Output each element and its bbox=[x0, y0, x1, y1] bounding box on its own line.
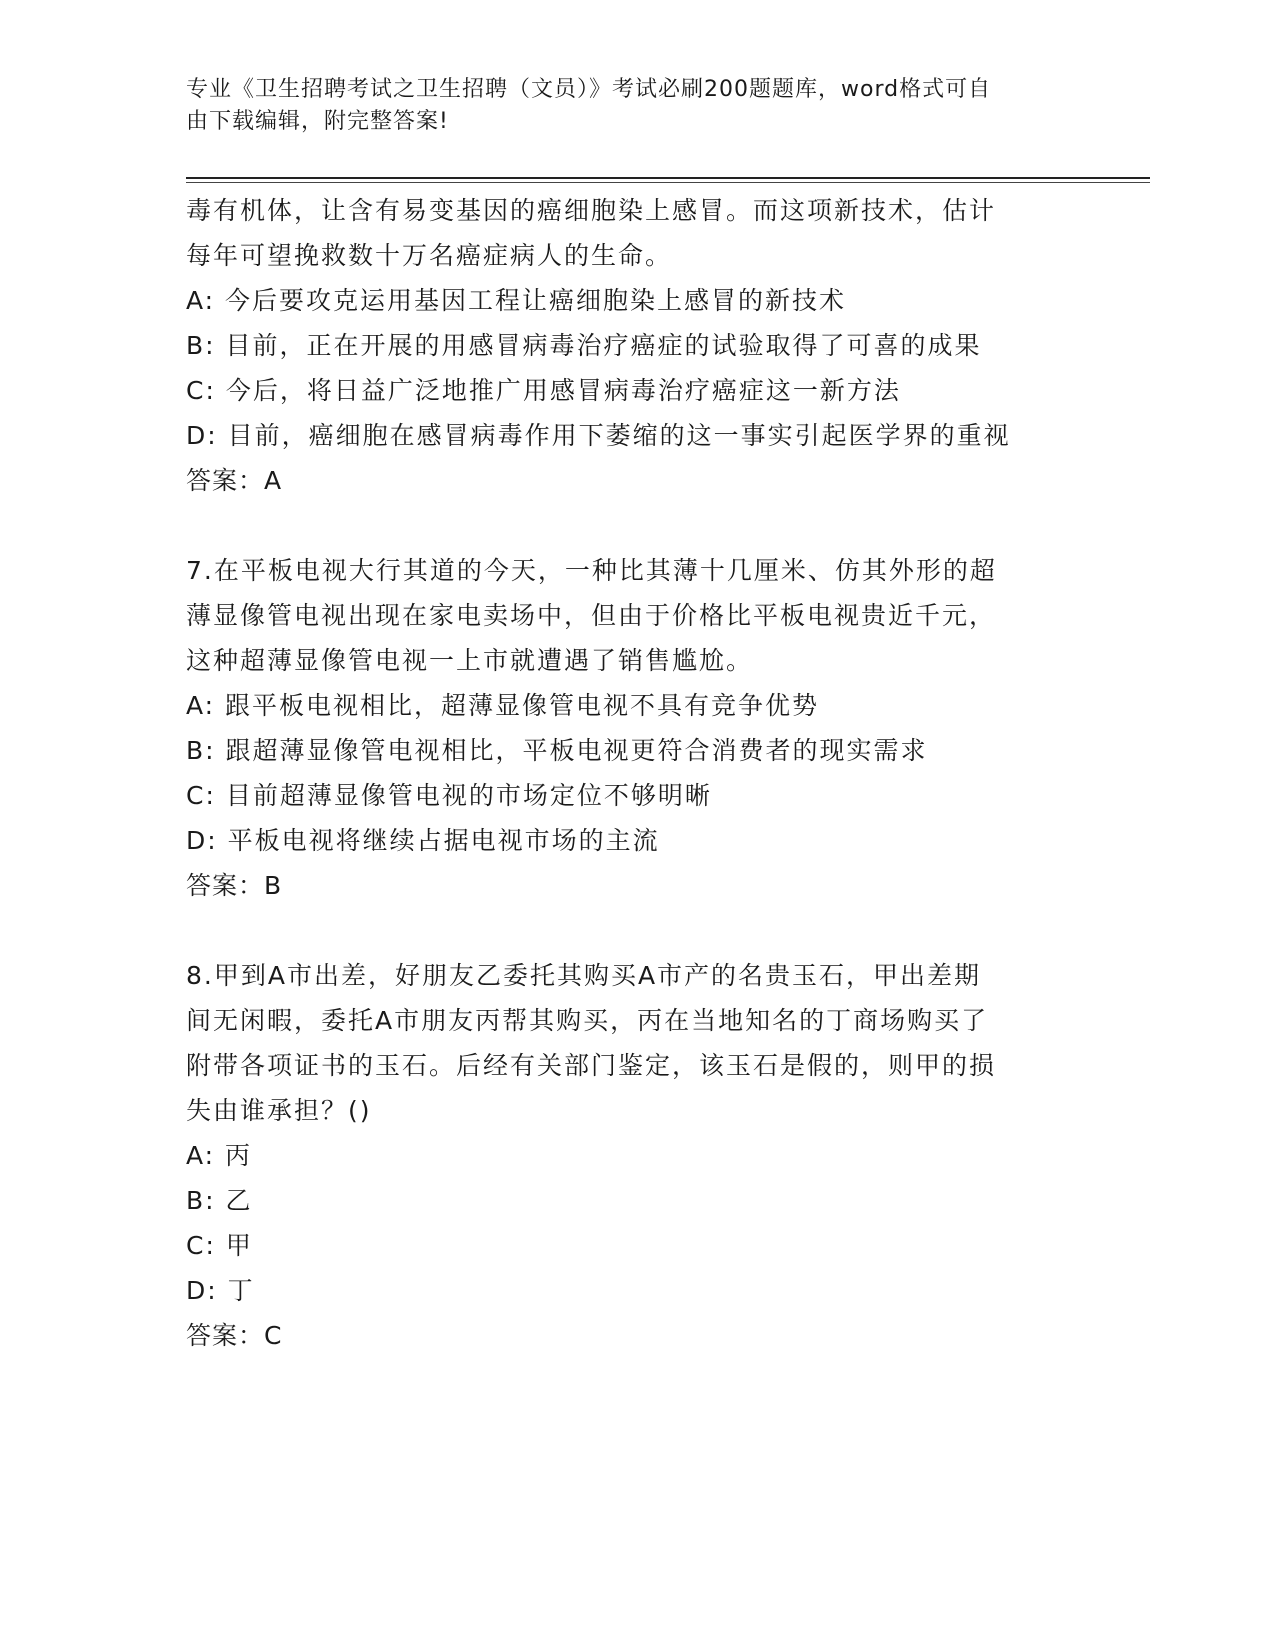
option-a: A: 跟平板电视相比，超薄显像管电视不具有竞争优势 bbox=[186, 691, 820, 720]
option-a: A: 今后要攻克运用基因工程让癌细胞染上感冒的新技术 bbox=[186, 286, 847, 315]
option-d: D: 目前，癌细胞在感冒病毒作用下萎缩的这一事实引起医学界的重视 bbox=[186, 421, 1011, 450]
option-c: C: 今后，将日益广泛地推广用感冒病毒治疗癌症这一新方法 bbox=[186, 376, 901, 405]
header-divider-thin bbox=[186, 182, 1150, 183]
question-text-line: 间无闲暇，委托A市朋友丙帮其购买，丙在当地知名的丁商场购买了 bbox=[186, 1006, 989, 1035]
option-b: B: 跟超薄显像管电视相比，平板电视更符合消费者的现实需求 bbox=[186, 736, 928, 765]
question-text-line: 薄显像管电视出现在家电卖场中，但由于价格比平板电视贵近千元， bbox=[186, 601, 997, 630]
spacer bbox=[186, 503, 1086, 548]
option-b: B: 乙 bbox=[186, 1186, 253, 1215]
question-text-line: 每年可望挽救数十万名癌症病人的生命。 bbox=[186, 241, 673, 270]
header-line-1: 专业《卫生招聘考试之卫生招聘（文员）》考试必刷200题题库，word格式可自 bbox=[186, 77, 992, 102]
option-c: C: 目前超薄显像管电视的市场定位不够明晰 bbox=[186, 781, 712, 810]
option-d: D: 丁 bbox=[186, 1276, 255, 1305]
question-7 bbox=[186, 548, 1086, 908]
option-b: B: 目前，正在开展的用感冒病毒治疗癌症的试验取得了可喜的成果 bbox=[186, 331, 982, 360]
question-8 bbox=[186, 953, 1086, 1358]
answer-line: 答案：A bbox=[186, 466, 283, 495]
question-text-line: 7.在平板电视大行其道的今天，一种比其薄十几厘米、仿其外形的超 bbox=[186, 556, 997, 585]
question-text-line: 毒有机体，让含有易变基因的癌细胞染上感冒。而这项新技术，估计 bbox=[186, 196, 997, 225]
question-text-line: 附带各项证书的玉石。后经有关部门鉴定，该玉石是假的，则甲的损 bbox=[186, 1051, 997, 1080]
option-d: D: 平板电视将继续占据电视市场的主流 bbox=[186, 826, 660, 855]
question-continued bbox=[186, 188, 1086, 503]
answer-line: 答案：B bbox=[186, 871, 283, 900]
option-a: A: 丙 bbox=[186, 1141, 253, 1170]
spacer bbox=[186, 908, 1086, 953]
question-text-line: 失由谁承担？() bbox=[186, 1096, 372, 1125]
option-c: C: 甲 bbox=[186, 1231, 253, 1260]
document-body bbox=[186, 188, 1086, 1358]
header-line-2: 由下载编辑，附完整答案! bbox=[186, 109, 449, 134]
answer-line: 答案：C bbox=[186, 1321, 283, 1350]
document-header bbox=[186, 74, 1066, 138]
question-text-line: 这种超薄显像管电视一上市就遭遇了销售尴尬。 bbox=[186, 646, 754, 675]
question-text-line: 8.甲到A市出差，好朋友乙委托其购买A市产的名贵玉石，甲出差期 bbox=[186, 961, 982, 990]
header-divider-thick bbox=[186, 177, 1150, 179]
